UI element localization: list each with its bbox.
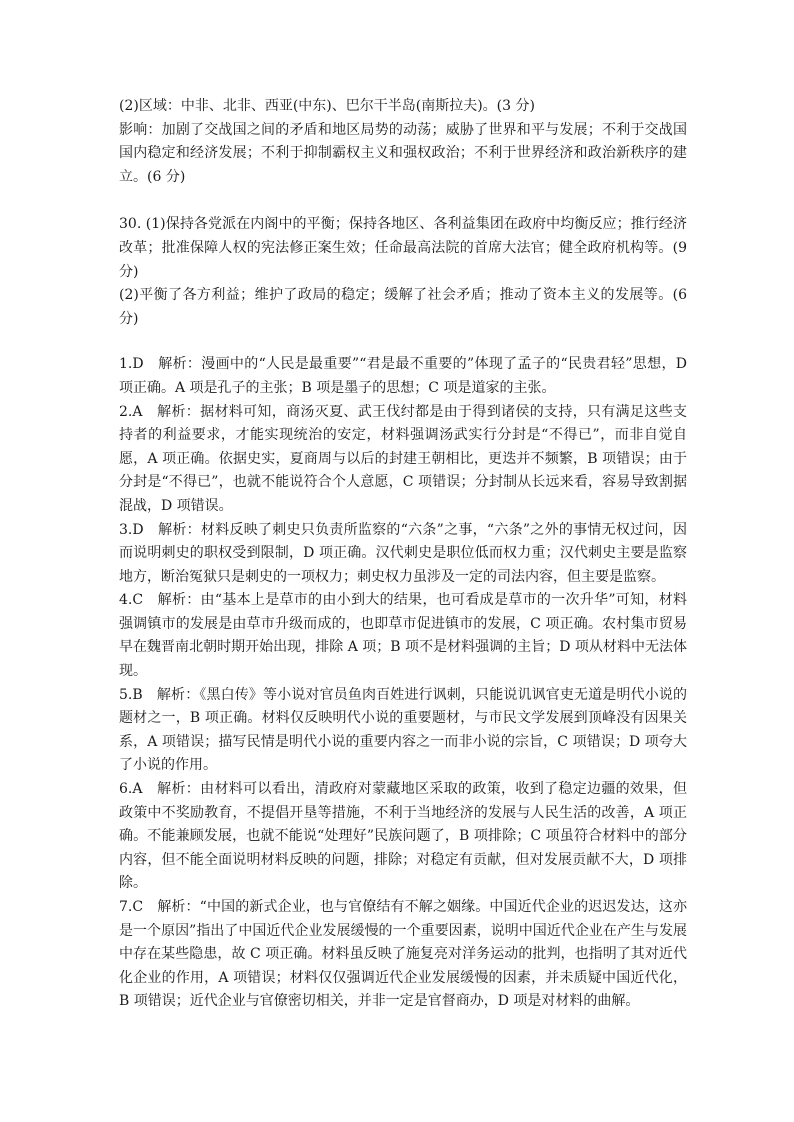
region-answer: (2)区域：中非、北非、西亚(中东)、巴尔干半岛(南斯拉夫)。(3 分): [119, 98, 535, 114]
answer-1: 1.D 解析：漫画中的“人民是最重要”“君是最不重要的”体现了孟子的“民贵君轻”思想，D 项正确。A 项是孔子的主张；B 项是墨子的思想；C 项是道家的主张。: [119, 356, 687, 396]
answer-4: 4.C 解析：由“基本上是草市的由小到大的结果，也可看成是草市的一次升华”可知，材料强调镇市的发展是由草市升级而成的，也即草市促进镇市的发展，C 项正确。农村集市贸易早在魏晋南北朝时期开始出现，排除 A 项；B 项不是材料强调的主旨；D 项从材料中无法体现。: [119, 592, 687, 680]
question-30-part-1: 30. (1)保持各党派在内阁中的平衡；保持各地区、各利益集团在政府中均衡反应；推行经济改革；批准保障人权的宪法修正案生效；任命最高法院的首席大法官；健全政府机构等。(9 分): [119, 216, 687, 280]
section-29-part-2: [119, 95, 687, 189]
answer-3: 3.D 解析：材料反映了刺史只负责所监察的“六条”之事，“六条”之外的事情无权过问，因而说明刺史的职权受到限制，D 项正确。汉代刺史是职位低而权力重；汉代刺史主要是监察地方，断治冤狱只是刺史的一项权力；刺史权力虽涉及一定的司法内容，但主要是监察。: [119, 521, 687, 585]
answer-key-page: [119, 95, 687, 1014]
section-30: [119, 213, 687, 331]
answer-2: 2.A 解析：据材料可知，商汤灭夏、武王伐纣都是由于得到诸侯的支持，只有满足这些支持者的利益要求，才能实现统治的安定，材料强调汤武实行分封是“不得已”，而非自觉自愿，A 项正确。依据史实，夏商周与以后的封建王朝相比，更迭并不频繁，B 项错误；由于分封是“不得已”，也就不能说符合个人意愿，C 项错误；分封制从长远来看，容易导致割据混战，D 项错误。: [119, 403, 687, 514]
answer-6: 6.A 解析：由材料可以看出，清政府对蒙藏地区采取的政策，收到了稳定边疆的效果，但政策中不奖励教育，不提倡开垦等措施，不利于当地经济的发展与人民生活的改善，A 项正确。不能兼顾发展，也就不能说“处理好”民族问题了，B 项排除；C 项虽符合材料中的部分内容，但不能全面说明材料反映的问题，排除；对稳定有贡献，但对发展贡献不大，D 项排除。: [119, 781, 687, 892]
impact-answer: 影响：加剧了交战国之间的矛盾和地区局势的动荡；威胁了世界和平与发展；不利于交战国国内稳定和经济发展；不利于抑制霸权主义和强权政治；不利于世界经济和政治新秩序的建立。(6 分): [119, 121, 687, 185]
answer-7: 7.C 解析：“中国的新式企业，也与官僚结有不解之姻缘。中国近代企业的迟迟发达，这亦是一个原因”指出了中国近代企业发展缓慢的一个重要因素，说明中国近代企业在产生与发展中存在某些隐患，故 C 项正确。材料虽反映了施复亮对洋务运动的批判，也指明了其对近代化企业的作用，A 项错误；材料仅仅强调近代企业发展缓慢的因素，并未质疑中国近代化，B 项错误；近代企业与官僚密切相关，并非一定是官督商办，D 项是对材料的曲解。: [119, 899, 687, 1010]
question-30-part-2: (2)平衡了各方利益；维护了政局的稳定；缓解了社会矛盾；推动了资本主义的发展等。(6 分): [119, 287, 687, 327]
multiple-choice-explanations: [119, 353, 687, 1014]
answer-5: 5.B 解析：《黑白传》等小说对官员鱼肉百姓进行讽刺，只能说讥讽官吏无道是明代小说的题材之一，B 项正确。材料仅反映明代小说的重要题材，与市民文学发展到顶峰没有因果关系，A 项错误；描写民情是明代小说的重要内容之一而非小说的宗旨，C 项错误；D 项夸大了小说的作用。: [119, 686, 687, 774]
